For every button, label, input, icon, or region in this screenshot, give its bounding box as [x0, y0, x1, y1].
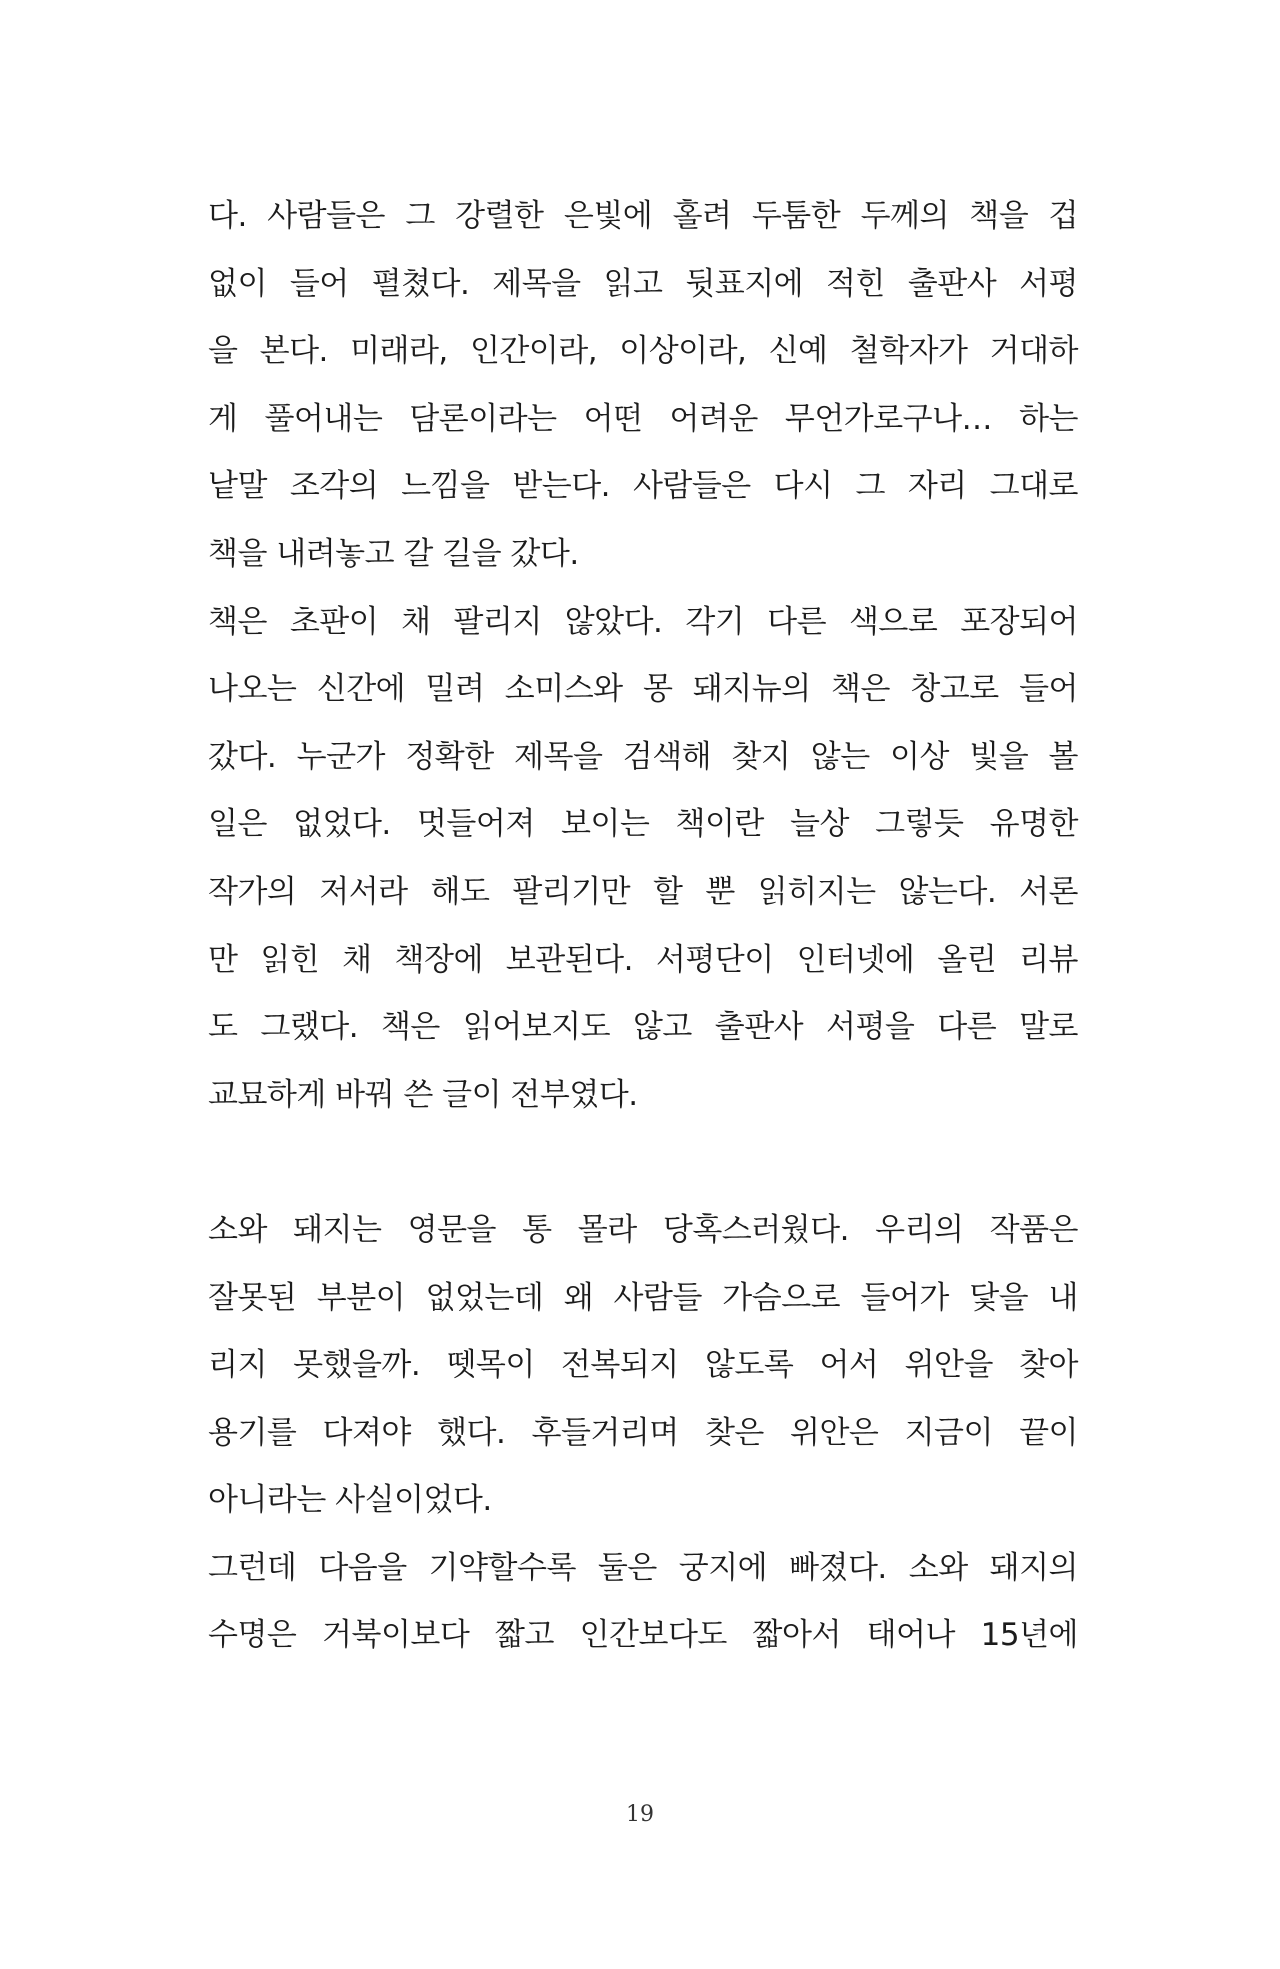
text-line: 소와 돼지는 영문을 통 몰라 당혹스러웠다. 우리의 작품은 [208, 1211, 1078, 1248]
paragraph-gap [208, 1129, 1078, 1197]
text-line: 그런데 다음을 기약할수록 둘은 궁지에 빠졌다. 소와 돼지의 [208, 1549, 1078, 1586]
text-line: 나오는 신간에 밀려 소미스와 몽 돼지뉴의 책은 창고로 들어 [208, 671, 1078, 708]
body-text [208, 183, 1078, 1670]
text-line: 책을 내려놓고 갈 길을 갔다. [208, 535, 579, 572]
text-line: 책은 초판이 채 팔리지 않았다. 각기 다른 색으로 포장되어 [208, 603, 1078, 640]
text-line: 만 읽힌 채 책장에 보관된다. 서평단이 인터넷에 올린 리뷰 [208, 941, 1078, 978]
text-line: 수명은 거북이보다 짧고 인간보다도 짧아서 태어나 15년에 [208, 1617, 1078, 1654]
text-line: 용기를 다져야 했다. 후들거리며 찾은 위안은 지금이 끝이 [208, 1414, 1078, 1451]
text-line: 없이 들어 펼쳤다. 제목을 읽고 뒷표지에 적힌 출판사 서평 [208, 265, 1078, 302]
page-number: 19 [626, 1802, 654, 1827]
text-line: 다. 사람들은 그 강렬한 은빛에 홀려 두툼한 두께의 책을 겁 [208, 198, 1078, 234]
text-line: 갔다. 누군가 정확한 제목을 검색해 찾지 않는 이상 빛을 볼 [208, 738, 1078, 775]
text-line: 을 본다. 미래라, 인간이라, 이상이라, 신예 철학자가 거대하 [208, 333, 1078, 370]
text-line: 일은 없었다. 멋들어져 보이는 책이란 늘상 그렇듯 유명한 [208, 806, 1078, 843]
text-line: 리지 못했을까. 뗏목이 전복되지 않도록 어서 위안을 찾아 [208, 1347, 1078, 1384]
text-line: 도 그랬다. 책은 읽어보지도 않고 출판사 서평을 다른 말로 [208, 1009, 1078, 1046]
text-line: 잘못된 부분이 없었는데 왜 사람들 가슴으로 들어가 닻을 내 [208, 1279, 1078, 1316]
text-line: 교묘하게 바꿔 쓴 글이 전부였다. [208, 1076, 638, 1113]
text-line: 낱말 조각의 느낌을 받는다. 사람들은 다시 그 자리 그대로 [208, 468, 1078, 505]
text-line: 아니라는 사실이었다. [208, 1482, 492, 1519]
text-line: 작가의 저서라 해도 팔리기만 할 뿐 읽히지는 않는다. 서론 [208, 873, 1078, 910]
text-line: 게 풀어내는 담론이라는 어떤 어려운 무언가로구나… 하는 [208, 400, 1078, 437]
